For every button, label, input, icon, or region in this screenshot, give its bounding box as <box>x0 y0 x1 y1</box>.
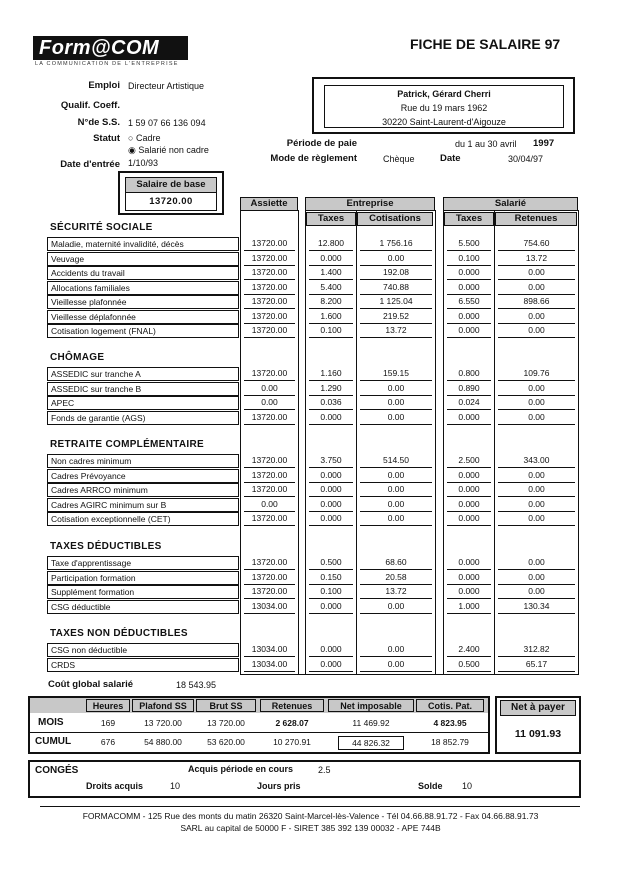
row-cell: 1 756.16 <box>360 237 432 251</box>
row-label: ASSEDIC sur tranche B <box>47 382 239 396</box>
row-label: Veuvage <box>47 252 239 266</box>
mois-label: MOIS <box>38 717 64 728</box>
row-cell: 0.000 <box>447 266 491 280</box>
base-salary-box <box>118 171 224 215</box>
row-cell: 0.000 <box>447 281 491 295</box>
entree-value: 1/10/93 <box>128 158 159 168</box>
date-value: 30/04/97 <box>508 154 544 164</box>
row-cell: 0.00 <box>360 483 432 497</box>
row-cell: 159.15 <box>360 367 432 381</box>
row-cell: 13720.00 <box>244 469 295 483</box>
employee-address-inner <box>324 85 564 128</box>
row-cell: 0.00 <box>498 411 575 425</box>
col-taxes-salarie: Taxes <box>444 212 494 226</box>
grid-line <box>443 210 444 675</box>
row-cell: 13720.00 <box>244 237 295 251</box>
row-cell: 0.500 <box>447 658 491 672</box>
totals-header: Cotis. Pat. <box>416 699 484 712</box>
row-cell: 20.58 <box>360 571 432 585</box>
totals-header: Plafond SS <box>132 699 194 712</box>
statut-non-cadre-label: Salarié non cadre <box>138 145 209 155</box>
col-entreprise: Entreprise <box>305 197 435 211</box>
row-cell: 8.200 <box>309 295 353 309</box>
employee-name: Patrick, Gérard Cherri <box>397 89 491 99</box>
row-cell: 13720.00 <box>244 324 295 338</box>
row-cell: 65.17 <box>498 658 575 672</box>
row-cell: 0.00 <box>498 571 575 585</box>
row-cell: 0.00 <box>498 585 575 599</box>
section-title: TAXES NON DÉDUCTIBLES <box>50 628 188 639</box>
company-tagline: LA COMMUNICATION DE L'ENTREPRISE <box>35 61 179 67</box>
row-cell: 0.000 <box>447 498 491 512</box>
employee-street: Rue du 19 mars 1962 <box>400 103 488 113</box>
row-cell: 13720.00 <box>244 295 295 309</box>
entree-label: Date d'entrée <box>60 159 120 170</box>
row-cell: 0.800 <box>447 367 491 381</box>
totals-divider <box>30 732 488 733</box>
row-cell: 0.00 <box>360 512 432 526</box>
row-cell: 2.500 <box>447 454 491 468</box>
row-cell: 13720.00 <box>244 556 295 570</box>
grid-line <box>298 210 299 675</box>
row-cell: 0.00 <box>244 396 295 410</box>
row-cell: 0.000 <box>309 512 353 526</box>
grid-line <box>435 210 436 675</box>
net-label: Net à payer <box>500 700 576 716</box>
col-salarie: Salarié <box>443 197 578 211</box>
net-value: 11 091.93 <box>514 728 562 740</box>
row-label: Cotisation exceptionnelle (CET) <box>47 512 239 526</box>
periode-year: 1997 <box>533 138 555 149</box>
grid-bottom <box>240 674 578 675</box>
row-cell: 0.000 <box>447 571 491 585</box>
row-cell: 0.00 <box>360 396 432 410</box>
periode-label: Période de paie <box>286 138 357 149</box>
conges-box <box>28 760 581 798</box>
row-cell: 514.50 <box>360 454 432 468</box>
row-cell: 0.000 <box>309 252 353 266</box>
employee-address-box <box>312 77 575 134</box>
row-cell: 0.000 <box>447 585 491 599</box>
row-label: Maladie, maternité invalidité, décès <box>47 237 239 251</box>
row-cell: 13720.00 <box>244 483 295 497</box>
emploi-label: Emploi <box>88 80 120 91</box>
statut-cadre-label: Cadre <box>135 133 161 143</box>
periode-value: du 1 au 30 avril <box>455 139 517 149</box>
row-cell: 0.00 <box>498 483 575 497</box>
row-cell: 0.000 <box>309 643 353 657</box>
row-cell: 754.60 <box>498 237 575 251</box>
row-cell: 12.800 <box>309 237 353 251</box>
grid-line <box>494 210 495 675</box>
mode-label: Mode de règlement <box>270 153 357 164</box>
grid-line <box>305 210 306 675</box>
row-label: APEC <box>47 396 239 410</box>
row-cell: 13720.00 <box>244 266 295 280</box>
grid-line <box>240 210 241 675</box>
company-logo: Form@COM <box>33 36 188 60</box>
row-label: Accidents du travail <box>47 266 239 280</box>
row-label: CSG non déductible <box>47 643 239 657</box>
row-cell: 0.00 <box>360 382 432 396</box>
row-label: Vieillesse déplafonnée <box>47 310 239 324</box>
row-label: Supplément formation <box>47 585 239 599</box>
section-title: RETRAITE COMPLÉMENTAIRE <box>50 439 204 450</box>
row-cell: 1.400 <box>309 266 353 280</box>
row-cell: 0.00 <box>360 600 432 614</box>
row-cell: 192.08 <box>360 266 432 280</box>
col-taxes-entreprise: Taxes <box>306 212 356 226</box>
page-title: FICHE DE SALAIRE 97 <box>410 36 561 52</box>
row-cell: 13720.00 <box>244 411 295 425</box>
row-cell: 0.00 <box>498 498 575 512</box>
droits-value: 10 <box>170 781 181 791</box>
row-cell: 0.000 <box>309 600 353 614</box>
section-title: CHÔMAGE <box>50 352 105 363</box>
row-cell: 0.100 <box>309 324 353 338</box>
row-cell: 0.036 <box>309 396 353 410</box>
row-cell: 0.00 <box>498 324 575 338</box>
base-salary-inner <box>125 177 217 211</box>
row-cell: 1 125.04 <box>360 295 432 309</box>
row-cell: 2.400 <box>447 643 491 657</box>
row-cell: 0.150 <box>309 571 353 585</box>
mois-value: 2 628.07 <box>275 718 309 728</box>
ss-value: 1 59 07 66 136 094 <box>128 118 206 128</box>
row-cell: 0.00 <box>498 310 575 324</box>
row-cell: 0.00 <box>360 643 432 657</box>
row-label: Vieillesse plafonnée <box>47 295 239 309</box>
row-cell: 13.72 <box>360 585 432 599</box>
row-label: Cotisation logement (FNAL) <box>47 324 239 338</box>
row-cell: 13720.00 <box>244 454 295 468</box>
row-cell: 0.100 <box>447 252 491 266</box>
row-cell: 0.500 <box>309 556 353 570</box>
totals-header: Heures <box>86 699 130 712</box>
row-cell: 130.34 <box>498 600 575 614</box>
row-label: Allocations familiales <box>47 281 239 295</box>
totals-header: Retenues <box>260 699 324 712</box>
row-cell: 0.000 <box>447 469 491 483</box>
cumul-label: CUMUL <box>35 736 72 747</box>
row-cell: 0.890 <box>447 382 491 396</box>
qualif-label: Qualif. Coeff. <box>60 100 120 111</box>
row-cell: 0.000 <box>309 411 353 425</box>
row-cell: 0.000 <box>309 658 353 672</box>
row-cell: 343.00 <box>498 454 575 468</box>
mois-value: 11 469.92 <box>352 718 390 728</box>
conges-title: CONGÉS <box>35 765 79 776</box>
row-cell: 0.00 <box>360 498 432 512</box>
jours-label: Jours pris <box>257 781 301 791</box>
col-retenues: Retenues <box>495 212 577 226</box>
cout-label: Coût global salarié <box>48 679 133 690</box>
row-cell: 0.00 <box>360 252 432 266</box>
row-label: Cadres AGIRC minimum sur B <box>47 498 239 512</box>
row-cell: 6.550 <box>447 295 491 309</box>
row-cell: 109.76 <box>498 367 575 381</box>
row-cell: 1.290 <box>309 382 353 396</box>
mois-value: 4 823.95 <box>433 718 467 728</box>
row-cell: 0.00 <box>498 382 575 396</box>
row-cell: 0.00 <box>360 411 432 425</box>
radio-empty-icon: ○ <box>128 133 134 143</box>
acquis-periode-value: 2.5 <box>318 765 331 775</box>
row-cell: 740.88 <box>360 281 432 295</box>
row-cell: 219.52 <box>360 310 432 324</box>
totals-header: Net imposable <box>328 699 414 712</box>
solde-label: Solde <box>418 781 443 791</box>
row-cell: 3.750 <box>309 454 353 468</box>
emploi-value: Directeur Artistique <box>128 81 205 91</box>
base-salary-value: 13720.00 <box>149 196 193 207</box>
row-label: CRDS <box>47 658 239 672</box>
cout-value: 18 543.95 <box>176 680 217 690</box>
cumul-value: 18 852.79 <box>431 737 469 747</box>
row-cell: 13720.00 <box>244 281 295 295</box>
row-cell: 0.00 <box>498 266 575 280</box>
ss-label: N°de S.S. <box>77 117 120 128</box>
row-cell: 13.72 <box>498 252 575 266</box>
row-cell: 0.00 <box>498 469 575 483</box>
row-label: Cadres ARRCO minimum <box>47 483 239 497</box>
row-cell: 68.60 <box>360 556 432 570</box>
radio-selected-icon: ◉ <box>128 145 136 155</box>
row-cell: 1.600 <box>309 310 353 324</box>
row-cell: 13034.00 <box>244 600 295 614</box>
row-cell: 0.000 <box>309 469 353 483</box>
row-cell: 0.00 <box>244 498 295 512</box>
row-cell: 0.000 <box>447 556 491 570</box>
row-cell: 0.000 <box>447 512 491 526</box>
section-title: SÉCURITÉ SOCIALE <box>50 222 153 233</box>
row-label: Participation formation <box>47 571 239 585</box>
row-label: Taxe d'apprentissage <box>47 556 239 570</box>
base-salary-label: Salaire de base <box>126 178 216 193</box>
statut-cadre-option[interactable] <box>128 133 160 143</box>
row-label: CSG déductible <box>47 600 239 614</box>
row-cell: 0.000 <box>447 483 491 497</box>
mois-value: 169 <box>100 718 116 728</box>
date-label: Date <box>440 153 461 164</box>
net-box <box>495 696 581 754</box>
row-cell: 13034.00 <box>244 643 295 657</box>
row-cell: 0.00 <box>360 658 432 672</box>
row-cell: 0.00 <box>244 382 295 396</box>
row-cell: 5.400 <box>309 281 353 295</box>
row-label: Fonds de garantie (AGS) <box>47 411 239 425</box>
grid-line <box>356 210 357 675</box>
row-cell: 13720.00 <box>244 585 295 599</box>
solde-value: 10 <box>462 781 473 791</box>
statut-label: Statut <box>93 133 120 144</box>
statut-non-cadre-option[interactable] <box>128 145 209 156</box>
row-cell: 13.72 <box>360 324 432 338</box>
row-cell: 0.000 <box>309 498 353 512</box>
row-cell: 1.160 <box>309 367 353 381</box>
mois-value: 13 720.00 <box>144 718 182 728</box>
employee-city: 30220 Saint-Laurent-d'Aigouze <box>382 117 506 127</box>
row-cell: 0.000 <box>447 310 491 324</box>
row-cell: 0.00 <box>360 469 432 483</box>
footer-divider <box>40 806 580 807</box>
row-cell: 0.000 <box>447 411 491 425</box>
row-cell: 0.000 <box>309 483 353 497</box>
droits-label: Droits acquis <box>86 781 144 791</box>
mois-value: 13 720.00 <box>207 718 245 728</box>
cumul-value: 10 270.91 <box>273 737 311 747</box>
row-cell: 13720.00 <box>244 252 295 266</box>
row-cell: 13034.00 <box>244 658 295 672</box>
cumul-value: 54 880.00 <box>144 737 182 747</box>
cumul-value: 44 826.32 <box>338 736 404 750</box>
row-cell: 0.00 <box>498 512 575 526</box>
row-cell: 0.000 <box>447 324 491 338</box>
row-cell: 0.024 <box>447 396 491 410</box>
cumul-value: 53 620.00 <box>207 737 245 747</box>
row-label: Cadres Prévoyance <box>47 469 239 483</box>
row-cell: 13720.00 <box>244 571 295 585</box>
row-cell: 0.00 <box>498 281 575 295</box>
cumul-value: 676 <box>100 737 116 747</box>
grid-line <box>578 210 579 675</box>
row-cell: 13720.00 <box>244 512 295 526</box>
row-label: ASSEDIC sur tranche A <box>47 367 239 381</box>
mode-value: Chèque <box>383 154 415 164</box>
row-cell: 5.500 <box>447 237 491 251</box>
footer-address: FORMACOMM - 125 Rue des monts du matin 26320 Saint-Marcel-lès-Valence - Tél 04.66.88.91.72 - Fax 04.66.88.91.73 <box>82 811 539 821</box>
row-label: Non cadres minimum <box>47 454 239 468</box>
row-cell: 0.100 <box>309 585 353 599</box>
row-cell: 13720.00 <box>244 310 295 324</box>
row-cell: 312.82 <box>498 643 575 657</box>
row-cell: 13720.00 <box>244 367 295 381</box>
totals-header: Brut SS <box>196 699 256 712</box>
section-title: TAXES DÉDUCTIBLES <box>50 541 162 552</box>
row-cell: 1.000 <box>447 600 491 614</box>
col-assiette: Assiette <box>240 197 298 211</box>
row-cell: 0.00 <box>498 556 575 570</box>
row-cell: 0.00 <box>498 396 575 410</box>
acquis-periode-label: Acquis période en cours <box>188 764 294 774</box>
col-cotisations: Cotisations <box>357 212 433 226</box>
row-cell: 898.66 <box>498 295 575 309</box>
footer-legal: SARL au capital de 50000 F - SIRET 385 392 139 00032 - APE 744B <box>180 823 441 833</box>
